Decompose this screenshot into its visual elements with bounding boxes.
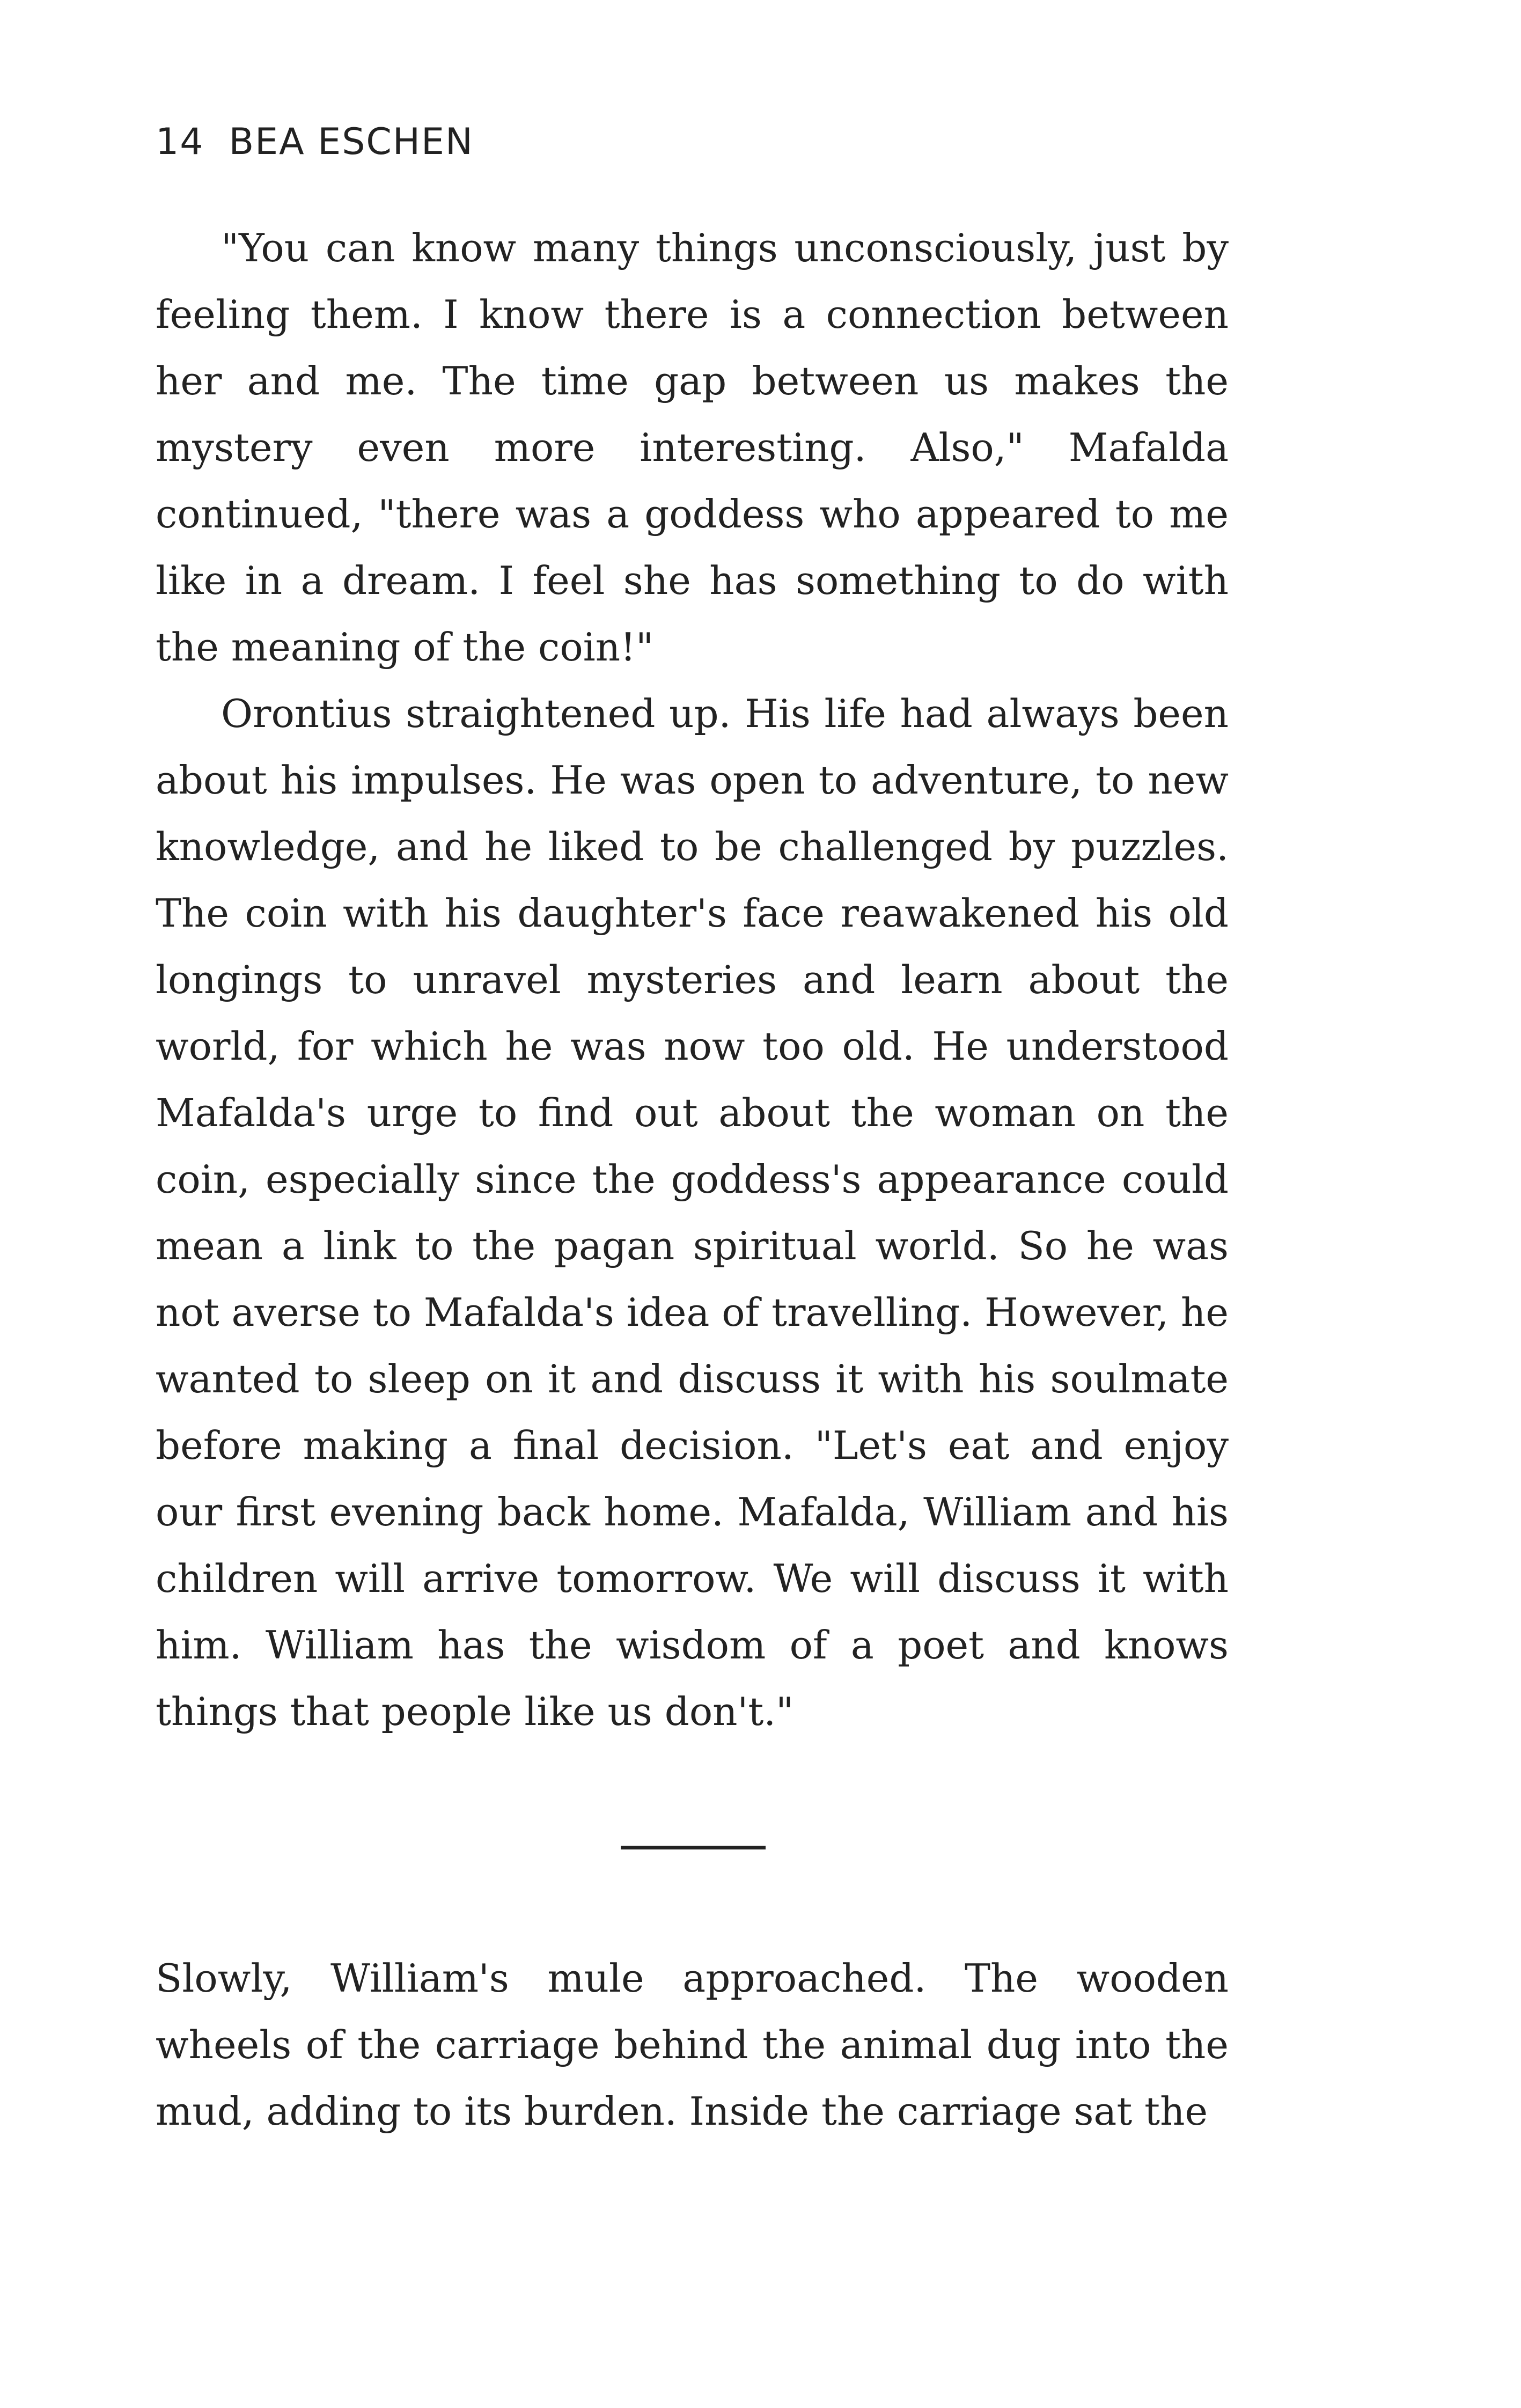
page-number: 14 bbox=[156, 121, 204, 163]
scene-break-divider bbox=[621, 1846, 766, 1849]
paragraph: Slowly, William's mule approached. The wooden wheels of the carriage behind the animal dug into the mud, adding to its burden. Inside the carriage sat the bbox=[156, 1956, 1229, 2134]
main-text bbox=[156, 215, 1229, 1745]
paragraph: Orontius straightened up. His life had always been about his impulses. He was open to adventure, to new knowledge, and he liked to be challenged by puzzles. The coin with his daughter's face reawakened his old longings to unravel mysteries and learn about the world, for which he was now too old. He understood Mafalda's urge to find out about the woman on the coin, especially since the goddess's appearance could mean a link to the pagan spiritual world. So he was not averse to Mafalda's idea of travelling. However, he wanted to sleep on it and discuss it with his soulmate before making a final decision. "Let's eat and enjoy our first evening back home. Mafalda, William and his children will arrive tomorrow. We will discuss it with him. William has the wisdom of a poet and knows things that people like us don't." bbox=[156, 691, 1229, 1734]
continued-text bbox=[156, 1945, 1229, 2145]
author-name: BEA ESCHEN bbox=[229, 121, 474, 163]
paragraph: "You can know many things unconsciously, just by feeling them. I know there is a connection between her and me. The time gap between us makes the mystery even more interesting. Also," Mafalda continued, "there was a goddess who appeared to me like in a dream. I feel she has something to do with the meaning of the coin!" bbox=[156, 225, 1229, 670]
running-header bbox=[156, 121, 474, 163]
